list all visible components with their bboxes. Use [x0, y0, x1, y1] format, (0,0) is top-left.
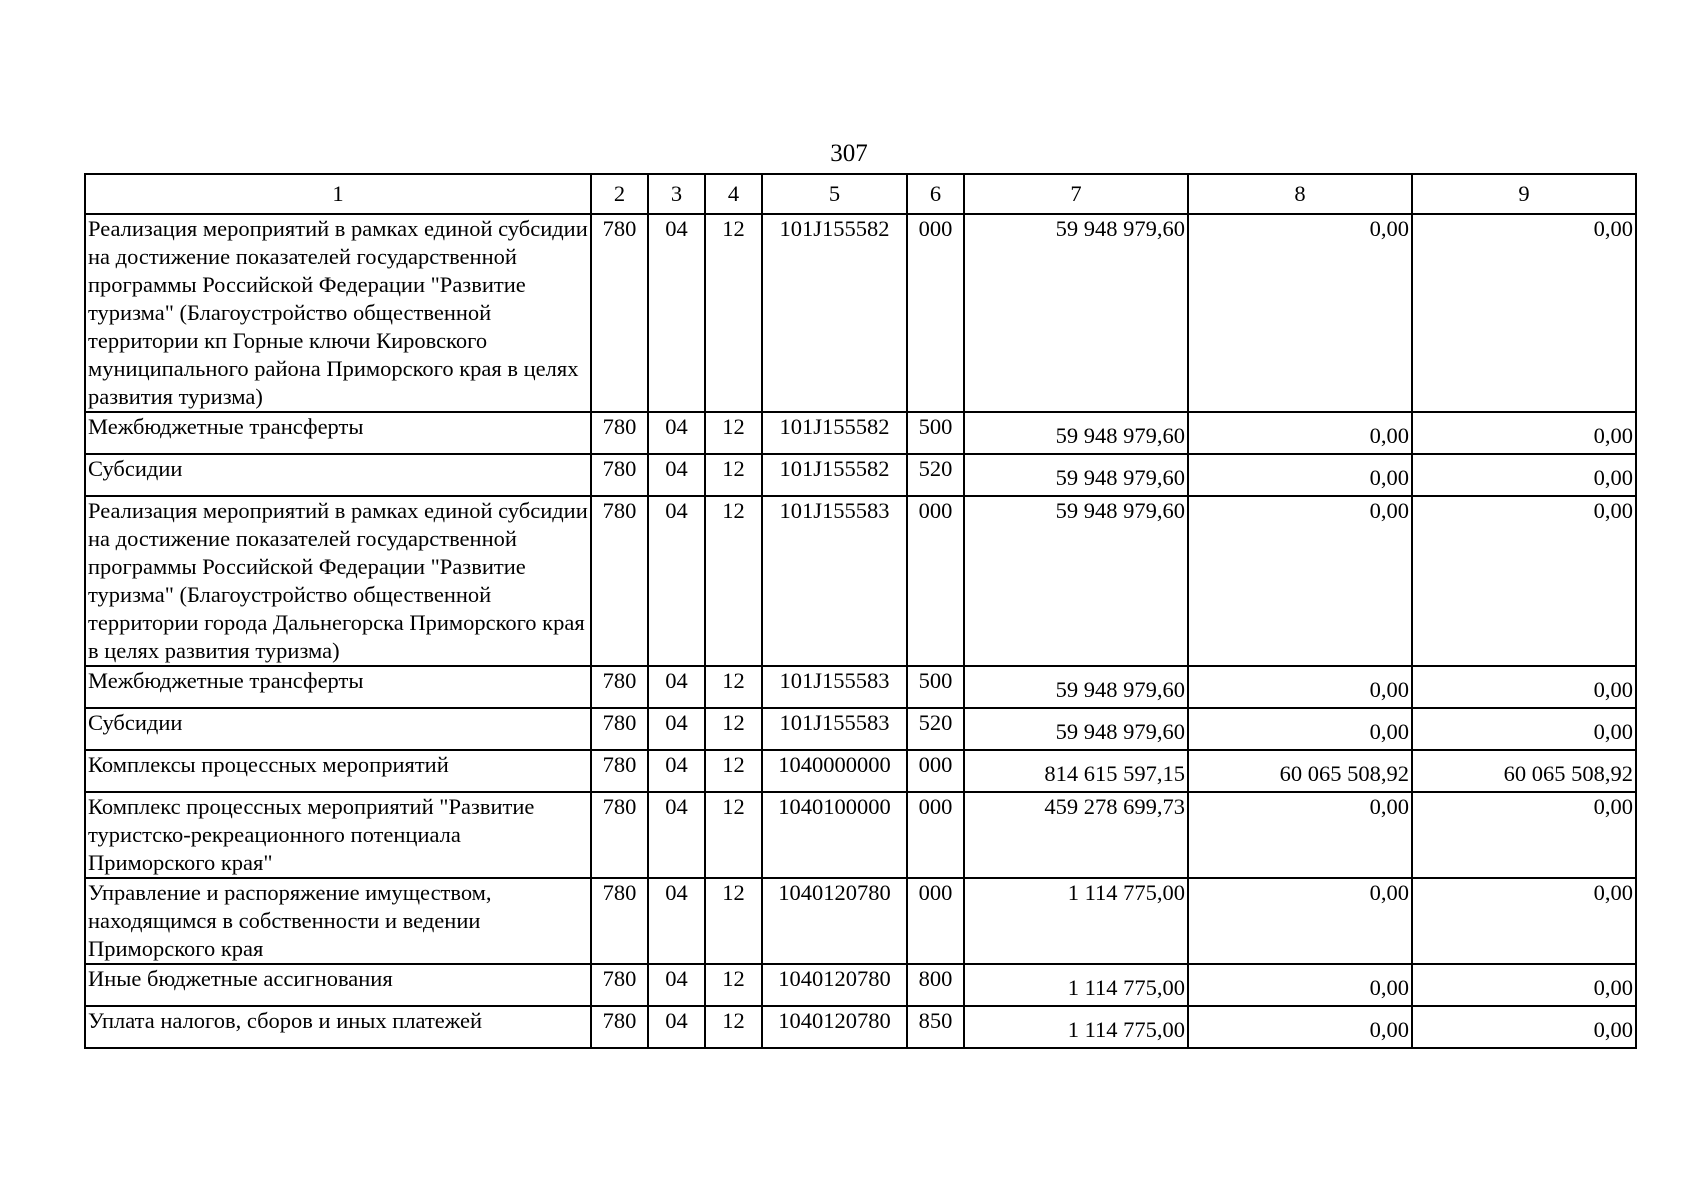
column-header-1: 1: [85, 174, 591, 214]
row-name-cell: Межбюджетные трансферты: [85, 412, 591, 454]
amount-col9-cell: 0,00: [1412, 964, 1636, 1006]
target-article-cell: 1040000000: [762, 750, 907, 792]
table-body: [85, 214, 1636, 1048]
amount-col7-cell: 59 948 979,60: [964, 214, 1188, 412]
expense-type-cell: 000: [907, 750, 964, 792]
table-row: [85, 496, 1636, 666]
subsection-code-cell: 12: [705, 666, 762, 708]
subsection-code-cell: 12: [705, 750, 762, 792]
target-article-cell: 101J155582: [762, 214, 907, 412]
column-header-8: 8: [1188, 174, 1412, 214]
admin-code-cell: 780: [591, 666, 648, 708]
amount-col8-cell: 0,00: [1188, 214, 1412, 412]
row-name-cell: Межбюджетные трансферты: [85, 666, 591, 708]
subsection-code-cell: 12: [705, 1006, 762, 1048]
amount-col8-cell: 0,00: [1188, 666, 1412, 708]
table-row: [85, 708, 1636, 750]
target-article-cell: 101J155583: [762, 496, 907, 666]
subsection-code-cell: 12: [705, 792, 762, 878]
row-name-cell: Комплекс процессных мероприятий "Развитие туристско-рекреационного потенциала Приморского края": [85, 792, 591, 878]
subsection-code-cell: 12: [705, 964, 762, 1006]
amount-col9-cell: 0,00: [1412, 666, 1636, 708]
table-row: [85, 792, 1636, 878]
target-article-cell: 101J155583: [762, 666, 907, 708]
admin-code-cell: 780: [591, 792, 648, 878]
row-name-cell: Субсидии: [85, 708, 591, 750]
admin-code-cell: 780: [591, 878, 648, 964]
admin-code-cell: 780: [591, 708, 648, 750]
admin-code-cell: 780: [591, 964, 648, 1006]
amount-col7-cell: 59 948 979,60: [964, 454, 1188, 496]
admin-code-cell: 780: [591, 214, 648, 412]
expense-type-cell: 850: [907, 1006, 964, 1048]
amount-col8-cell: 0,00: [1188, 792, 1412, 878]
amount-col8-cell: 0,00: [1188, 454, 1412, 496]
amount-col7-cell: 59 948 979,60: [964, 666, 1188, 708]
section-code-cell: 04: [648, 454, 705, 496]
section-code-cell: 04: [648, 412, 705, 454]
expense-type-cell: 500: [907, 666, 964, 708]
admin-code-cell: 780: [591, 750, 648, 792]
amount-col7-cell: 1 114 775,00: [964, 964, 1188, 1006]
amount-col9-cell: 0,00: [1412, 454, 1636, 496]
row-name-cell: Реализация мероприятий в рамках единой субсидии на достижение показателей государственной программы Российской Федерации "Развитие туризма" (Благоустройство общественной территории кп Горные ключи Кировского муниципального района Приморского края в целях развития туризма): [85, 214, 591, 412]
table-row: [85, 454, 1636, 496]
section-code-cell: 04: [648, 214, 705, 412]
subsection-code-cell: 12: [705, 878, 762, 964]
amount-col8-cell: 0,00: [1188, 878, 1412, 964]
expense-type-cell: 000: [907, 214, 964, 412]
target-article-cell: 1040120780: [762, 878, 907, 964]
expense-type-cell: 000: [907, 792, 964, 878]
section-code-cell: 04: [648, 964, 705, 1006]
table-row: [85, 750, 1636, 792]
section-code-cell: 04: [648, 750, 705, 792]
amount-col9-cell: 0,00: [1412, 214, 1636, 412]
subsection-code-cell: 12: [705, 708, 762, 750]
section-code-cell: 04: [648, 878, 705, 964]
row-name-cell: Управление и распоряжение имуществом, находящимся в собственности и ведении Приморского края: [85, 878, 591, 964]
amount-col9-cell: 0,00: [1412, 708, 1636, 750]
amount-col9-cell: 60 065 508,92: [1412, 750, 1636, 792]
column-header-9: 9: [1412, 174, 1636, 214]
section-code-cell: 04: [648, 496, 705, 666]
subsection-code-cell: 12: [705, 214, 762, 412]
amount-col7-cell: 59 948 979,60: [964, 412, 1188, 454]
target-article-cell: 1040100000: [762, 792, 907, 878]
amount-col7-cell: 1 114 775,00: [964, 878, 1188, 964]
amount-col7-cell: 459 278 699,73: [964, 792, 1188, 878]
table-row: [85, 878, 1636, 964]
target-article-cell: 1040120780: [762, 964, 907, 1006]
target-article-cell: 101J155582: [762, 454, 907, 496]
amount-col8-cell: 60 065 508,92: [1188, 750, 1412, 792]
section-code-cell: 04: [648, 666, 705, 708]
row-name-cell: Субсидии: [85, 454, 591, 496]
table-row: [85, 964, 1636, 1006]
section-code-cell: 04: [648, 792, 705, 878]
amount-col7-cell: 59 948 979,60: [964, 496, 1188, 666]
section-code-cell: 04: [648, 708, 705, 750]
row-name-cell: Иные бюджетные ассигнования: [85, 964, 591, 1006]
expense-type-cell: 520: [907, 708, 964, 750]
budget-table: [84, 173, 1637, 1049]
subsection-code-cell: 12: [705, 454, 762, 496]
admin-code-cell: 780: [591, 1006, 648, 1048]
table-header: [85, 174, 1636, 214]
admin-code-cell: 780: [591, 454, 648, 496]
amount-col7-cell: 1 114 775,00: [964, 1006, 1188, 1048]
column-header-5: 5: [762, 174, 907, 214]
expense-type-cell: 000: [907, 496, 964, 666]
row-name-cell: Уплата налогов, сборов и иных платежей: [85, 1006, 591, 1048]
subsection-code-cell: 12: [705, 412, 762, 454]
target-article-cell: 101J155583: [762, 708, 907, 750]
amount-col8-cell: 0,00: [1188, 964, 1412, 1006]
amount-col8-cell: 0,00: [1188, 412, 1412, 454]
amount-col7-cell: 814 615 597,15: [964, 750, 1188, 792]
amount-col8-cell: 0,00: [1188, 708, 1412, 750]
column-header-6: 6: [907, 174, 964, 214]
section-code-cell: 04: [648, 1006, 705, 1048]
target-article-cell: 1040120780: [762, 1006, 907, 1048]
page-number: 307: [830, 140, 868, 167]
amount-col7-cell: 59 948 979,60: [964, 708, 1188, 750]
amount-col8-cell: 0,00: [1188, 496, 1412, 666]
amount-col9-cell: 0,00: [1412, 412, 1636, 454]
row-name-cell: Реализация мероприятий в рамках единой субсидии на достижение показателей государственной программы Российской Федерации "Развитие туризма" (Благоустройство общественной территории города Дальнегорска Приморского края в целях развития туризма): [85, 496, 591, 666]
subsection-code-cell: 12: [705, 496, 762, 666]
column-header-3: 3: [648, 174, 705, 214]
table-row: [85, 666, 1636, 708]
amount-col9-cell: 0,00: [1412, 878, 1636, 964]
header-row: [85, 174, 1636, 214]
amount-col9-cell: 0,00: [1412, 496, 1636, 666]
amount-col8-cell: 0,00: [1188, 1006, 1412, 1048]
admin-code-cell: 780: [591, 412, 648, 454]
amount-col9-cell: 0,00: [1412, 1006, 1636, 1048]
table-row: [85, 214, 1636, 412]
row-name-cell: Комплексы процессных мероприятий: [85, 750, 591, 792]
expense-type-cell: 000: [907, 878, 964, 964]
table-row: [85, 1006, 1636, 1048]
table-row: [85, 412, 1636, 454]
column-header-7: 7: [964, 174, 1188, 214]
expense-type-cell: 800: [907, 964, 964, 1006]
column-header-2: 2: [591, 174, 648, 214]
amount-col9-cell: 0,00: [1412, 792, 1636, 878]
column-header-4: 4: [705, 174, 762, 214]
expense-type-cell: 520: [907, 454, 964, 496]
admin-code-cell: 780: [591, 496, 648, 666]
target-article-cell: 101J155582: [762, 412, 907, 454]
expense-type-cell: 500: [907, 412, 964, 454]
